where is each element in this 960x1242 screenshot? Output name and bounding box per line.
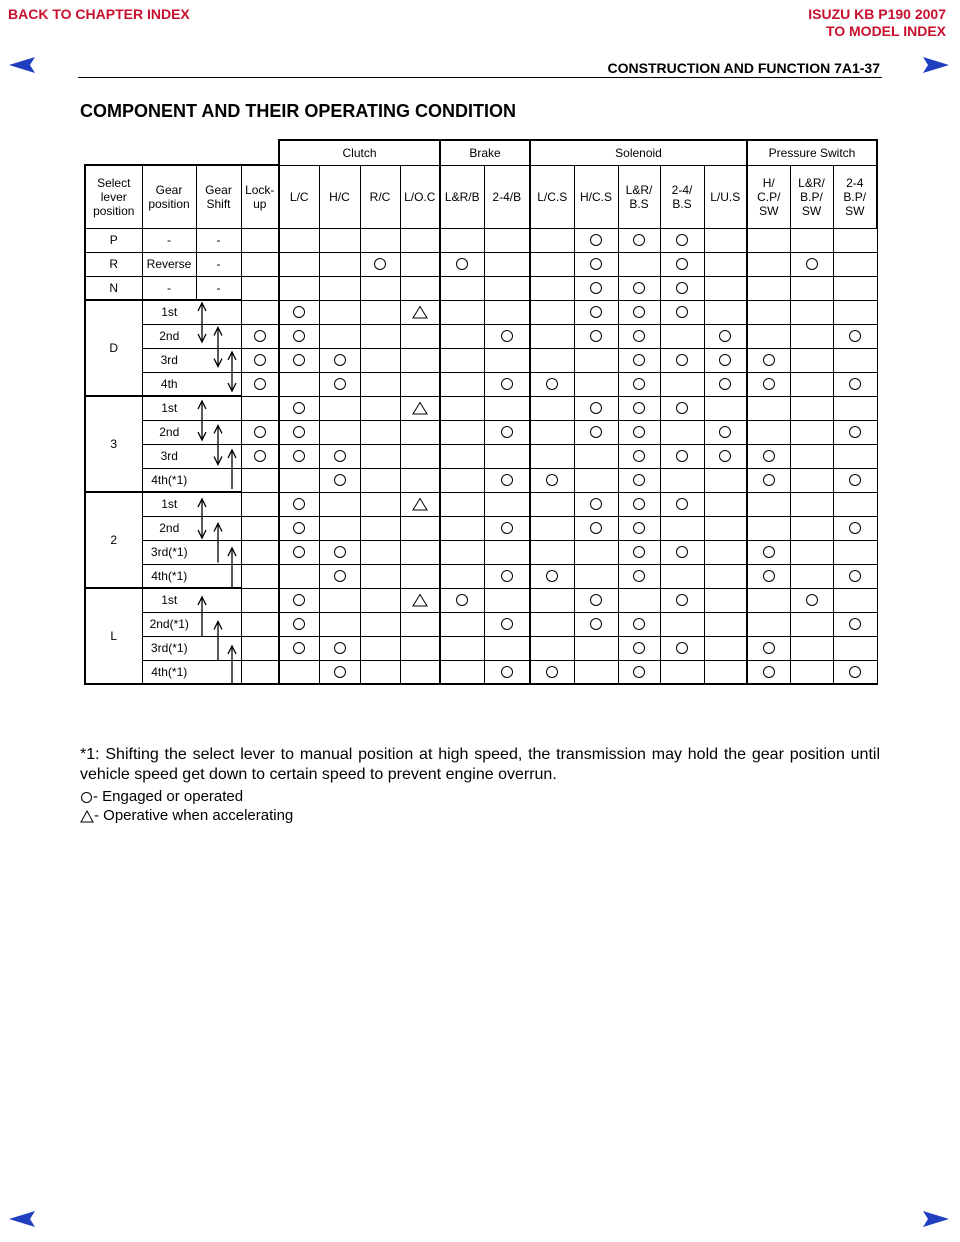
clutch-group-header: Clutch: [279, 140, 440, 165]
gear-cell: 3rd: [142, 348, 196, 372]
legend-engaged-text: - Engaged or operated: [93, 788, 244, 805]
model-title-link[interactable]: ISUZU KB P190 2007: [808, 6, 946, 22]
footnote: *1: Shifting the select lever to manual position at high speed, the transmission may hold the gear position until vehicle speed get down to certain speed to prevent engine overrun.: [80, 746, 880, 783]
select-group-cell: L: [85, 588, 142, 684]
gear-cell: Reverse: [142, 252, 196, 276]
brake-group-header: Brake: [440, 140, 530, 165]
gear-cell: 2nd: [142, 420, 196, 444]
gear-cell: 2nd(*1): [142, 612, 196, 636]
header-line: SW: [759, 203, 779, 218]
gear-cell: 4th(*1): [142, 468, 196, 492]
gear-cell: 1st: [142, 300, 196, 324]
header-line: 2-4: [846, 175, 864, 190]
header-line: position: [148, 196, 190, 211]
header-line: H/: [762, 175, 775, 190]
column-header: 2-4/B: [484, 165, 530, 228]
triangle-icon: [80, 810, 94, 823]
select-cell: R: [85, 252, 142, 276]
column-header: L/O.C: [400, 165, 440, 228]
header-line: L&R/: [625, 182, 653, 197]
header-line: up: [253, 196, 267, 211]
select-group-cell: 2: [85, 492, 142, 588]
header-line: SW: [845, 203, 865, 218]
back-to-chapter-index-link[interactable]: BACK TO CHAPTER INDEX: [8, 6, 190, 22]
column-header: H/C: [319, 165, 360, 228]
column-header: H/C.S: [574, 165, 618, 228]
header-line: SW: [801, 203, 822, 218]
header-line: L&R/: [798, 175, 825, 190]
gear-cell: 2nd: [142, 516, 196, 540]
select-cell: N: [85, 276, 142, 300]
header-line: 2-4/: [671, 182, 693, 197]
gear-cell: 4th(*1): [142, 660, 196, 684]
next-page-arrow-bottom-icon[interactable]: [920, 1210, 950, 1228]
gear-cell: 1st: [142, 492, 196, 516]
gear-cell: -: [142, 228, 196, 252]
pressure-switch-group-header: Pressure Switch: [747, 140, 877, 165]
header-line: B.P/: [800, 189, 823, 204]
gear-cell: 4th: [142, 372, 196, 396]
column-header: R/C: [360, 165, 400, 228]
shift-cell: -: [196, 228, 241, 252]
header-line: C.P/: [757, 189, 781, 204]
lus-header: L/U.S: [704, 165, 747, 228]
solenoid-group-header: Solenoid: [530, 140, 747, 165]
legend-operative: [80, 806, 293, 825]
column-header: L/C.S: [530, 165, 574, 228]
legend-operative-text: - Operative when accelerating: [94, 807, 294, 824]
back-to-model-index-link[interactable]: TO MODEL INDEX: [825, 23, 946, 39]
header-line: Gear: [205, 182, 232, 197]
circle-icon: [80, 791, 93, 804]
gear-cell: 4th(*1): [142, 564, 196, 588]
header-line: Gear: [155, 182, 183, 197]
header-line: Lock-: [245, 182, 275, 197]
legend-engaged: [80, 787, 243, 806]
gear-cell: 2nd: [142, 324, 196, 348]
gear-cell: -: [142, 276, 196, 300]
gear-cell: 3rd: [142, 444, 196, 468]
column-header: L&R/B: [440, 165, 484, 228]
page-header-title: CONSTRUCTION AND FUNCTION 7A1-37: [607, 60, 880, 76]
shift-cell: -: [196, 252, 241, 276]
select-group-cell: D: [85, 300, 142, 396]
shift-cell: -: [196, 276, 241, 300]
header-line: Select: [97, 175, 131, 190]
header-line: B.S: [629, 196, 649, 211]
header-line: B.S: [672, 196, 692, 211]
header-line: lever: [100, 189, 127, 204]
gear-cell: 3rd(*1): [142, 540, 196, 564]
select-cell: P: [85, 228, 142, 252]
gear-cell: 1st: [142, 588, 196, 612]
header-line: Shift: [206, 196, 231, 211]
column-header: L/C: [279, 165, 319, 228]
header-line: position: [93, 203, 135, 218]
gear-cell: 3rd(*1): [142, 636, 196, 660]
section-heading: COMPONENT AND THEIR OPERATING CONDITION: [80, 101, 516, 121]
previous-page-arrow-bottom-icon[interactable]: [8, 1210, 38, 1228]
header-line: B.P/: [843, 189, 867, 204]
gear-cell: 1st: [142, 396, 196, 420]
select-group-cell: 3: [85, 396, 142, 492]
